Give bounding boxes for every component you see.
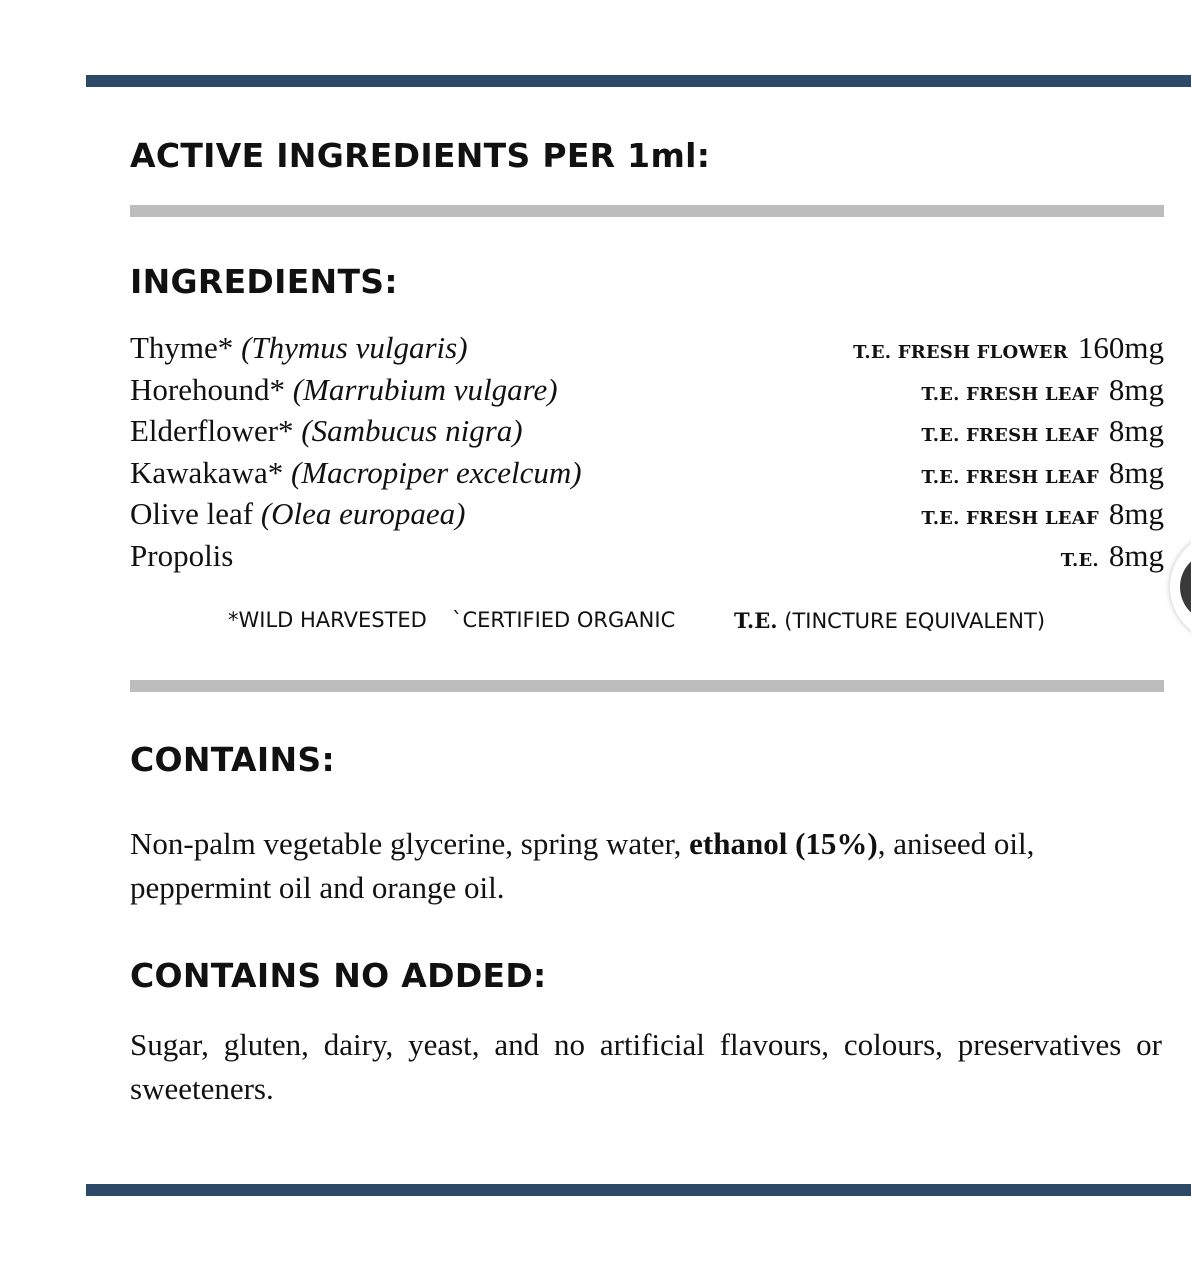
bottom-divider bbox=[86, 1184, 1191, 1196]
quantity: 8mg bbox=[1108, 413, 1164, 448]
contains-text-part: Non-palm vegetable glycerine, spring water, bbox=[130, 826, 690, 861]
legend-tincture-equivalent bbox=[734, 608, 1045, 633]
ingredient-row bbox=[130, 372, 1164, 414]
te-label: T.E. FRESH LEAF bbox=[921, 466, 1099, 488]
latin-name: (Thymus vulgaris) bbox=[241, 330, 468, 365]
common-name: Thyme* bbox=[130, 330, 234, 365]
ingredients-heading: INGREDIENTS: bbox=[130, 262, 398, 301]
quantity: 8mg bbox=[1108, 537, 1164, 573]
contains-no-added-heading: CONTAINS NO ADDED: bbox=[130, 956, 547, 995]
legend-te-abbr: T.E. bbox=[734, 608, 778, 633]
ingredient-name bbox=[130, 496, 465, 532]
te-label: T.E. FRESH LEAF bbox=[921, 383, 1099, 405]
ingredient-name bbox=[130, 330, 468, 366]
section-divider bbox=[130, 680, 1164, 692]
active-ingredients-heading: ACTIVE INGREDIENTS PER 1ml: bbox=[130, 136, 711, 175]
contains-heading: CONTAINS: bbox=[130, 740, 335, 779]
te-label: T.E. FRESH LEAF bbox=[921, 508, 1099, 529]
ingredient-amount bbox=[1061, 538, 1164, 574]
legend-te-desc: (TINCTURE EQUIVALENT) bbox=[784, 609, 1046, 633]
common-name: Kawakawa* bbox=[130, 454, 284, 490]
button-icon bbox=[1180, 552, 1191, 622]
latin-name: (Macropiper excelcum) bbox=[290, 454, 582, 490]
latin-name: (Marrubium vulgare) bbox=[292, 371, 558, 407]
ingredient-row bbox=[130, 330, 1164, 372]
quantity: 8mg bbox=[1108, 454, 1164, 490]
ingredient-row bbox=[130, 496, 1164, 538]
quantity: 8mg bbox=[1108, 371, 1164, 407]
legend-wild-harvested: *WILD HARVESTED bbox=[228, 608, 427, 632]
ingredient-name bbox=[130, 538, 233, 574]
contains-no-added-text: Sugar, gluten, dairy, yeast, and no artificial flavours, colours, preservatives or sweeteners. bbox=[130, 1027, 1162, 1106]
ingredient-amount bbox=[921, 372, 1164, 408]
ingredient-row bbox=[130, 538, 1164, 580]
common-name: Elderflower* bbox=[130, 413, 294, 448]
common-name: Olive leaf bbox=[130, 496, 254, 531]
ingredient-row bbox=[130, 413, 1164, 455]
ingredient-amount bbox=[853, 330, 1164, 366]
ingredient-amount bbox=[921, 455, 1164, 491]
ingredient-amount bbox=[921, 496, 1164, 532]
common-name: Horehound* bbox=[130, 371, 285, 407]
contains-text bbox=[130, 822, 1162, 910]
contains-text-part: , aniseed oil, peppermint oil and orange oil. bbox=[130, 826, 1035, 905]
common-name: Propolis bbox=[130, 537, 234, 573]
ingredient-name bbox=[130, 372, 558, 408]
ingredient-name bbox=[130, 413, 523, 449]
legend bbox=[0, 608, 1191, 638]
te-label: T.E. FRESH FLOWER bbox=[853, 342, 1068, 363]
te-label: T.E. bbox=[1060, 549, 1099, 571]
te-label: T.E. FRESH LEAF bbox=[921, 425, 1099, 446]
latin-name: (Olea europaea) bbox=[260, 496, 466, 531]
section-divider bbox=[130, 205, 1164, 217]
ingredient-amount bbox=[921, 413, 1164, 449]
latin-name: (Sambucus nigra) bbox=[301, 413, 523, 448]
ingredient-name bbox=[130, 455, 582, 491]
ethanol-highlight: ethanol (15%) bbox=[689, 826, 878, 861]
quantity: 8mg bbox=[1108, 496, 1164, 531]
ingredient-row bbox=[130, 455, 1164, 497]
ingredients-list bbox=[130, 330, 1164, 579]
top-divider bbox=[86, 75, 1191, 87]
quantity: 160mg bbox=[1077, 330, 1164, 365]
legend-certified-organic: `CERTIFIED ORGANIC bbox=[452, 608, 676, 632]
